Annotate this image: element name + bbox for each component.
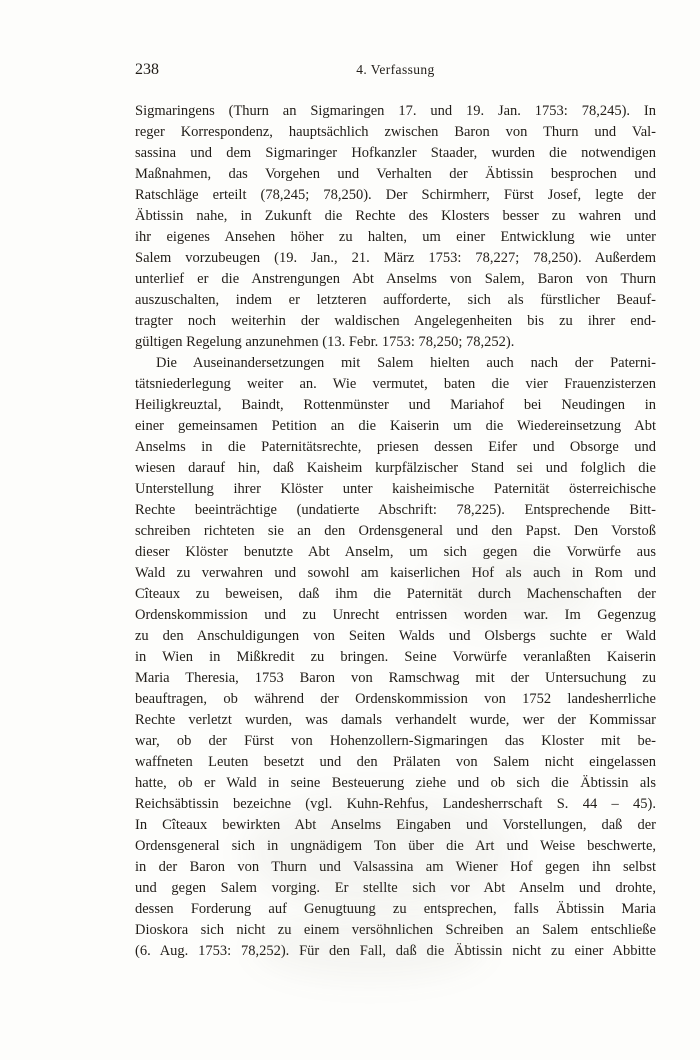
text-line: dessen Forderung auf Genugtuung zu entsprechen, falls Äbtissin Maria [135, 901, 656, 917]
text-line: und gegen Salem vorging. Er stellte sich vor Abt Anselm und drohte, [135, 880, 656, 896]
text-line: zu den Anschuldigungen von Seiten Walds und Olsbergs suchte er Wald [135, 628, 656, 644]
text-line: hatte, ob er Wald in seine Besteuerung ziehe und ob sich die Äbtissin als [135, 775, 656, 791]
text-line: sassina und dem Sigmaringer Hofkanzler Staader, wurden die notwendigen [135, 145, 656, 161]
text-line: (6. Aug. 1753: 78,252). Für den Fall, daß die Äbtissin nicht zu einer Abbitte [135, 943, 656, 959]
text-line: in der Baron von Thurn und Valsassina am Wiener Hof gegen ihn selbst [135, 859, 656, 875]
text-line: Maßnahmen, das Vorgehen und Verhalten der Äbtissin besprochen und [135, 166, 656, 182]
text-line: Heiligkreuztal, Baindt, Rottenmünster und Mariahof bei Neudingen in [135, 397, 656, 413]
text-line: einer gemeinsamen Petition an die Kaiserin um die Wiedereinsetzung Abt [135, 418, 656, 434]
text-line: Ordensgeneral sich in ungnädigem Ton über die Art und Weise beschwerte, [135, 838, 656, 854]
text-line: Rechte beeinträchtige (undatierte Abschrift: 78,225). Entsprechende Bitt- [135, 502, 656, 518]
text-line: in Wien in Mißkredit zu bringen. Seine Vorwürfe veranlaßten Kaiserin [135, 649, 656, 665]
text-line: schreiben richteten sie an den Ordensgeneral und den Papst. Den Vorstoß [135, 523, 656, 539]
text-line: auszuschalten, indem er letzteren aufforderte, sich als fürstlicher Beauf- [135, 292, 656, 308]
text-line: ihr eigenes Ansehen höher zu halten, um einer Entwicklung wie unter [135, 229, 656, 245]
text-line: waffneten Leuten besetzt und den Prälaten von Salem nicht eingelassen [135, 754, 656, 770]
text-line: Unterstellung ihrer Klöster unter kaisheimische Paternität österreichische [135, 481, 656, 497]
text-line: dieser Klöster benutzte Abt Anselm, um sich gegen die Vorwürfe aus [135, 544, 656, 560]
paragraph [135, 353, 656, 962]
text-line: Wald zu verwahren und sowohl am kaiserlichen Hof als auch in Rom und [135, 565, 656, 581]
text-line: gültigen Regelung anzunehmen (13. Febr. 1753: 78,250; 78,252). [135, 334, 515, 350]
text-line: Ratschläge erteilt (78,245; 78,250). Der Schirmherr, Fürst Josef, legte der [135, 187, 656, 203]
text-line: beauftragen, ob während der Ordenskommission von 1752 landesherrliche [135, 691, 656, 707]
text-line: Cîteaux zu beweisen, daß ihm die Paternität durch Machenschaften der [135, 586, 656, 602]
text-line: In Cîteaux bewirkten Abt Anselms Eingaben und Vorstellungen, daß der [135, 817, 656, 833]
page-header [135, 60, 656, 82]
text-line: Reichsäbtissin bezeichne (vgl. Kuhn-Rehfus, Landesherrschaft S. 44 – 45). [135, 796, 656, 812]
text-line: war, ob der Fürst von Hohenzollern-Sigmaringen das Kloster mit be- [135, 733, 656, 749]
text-line: reger Korrespondenz, hauptsächlich zwischen Baron von Thurn und Val- [135, 124, 656, 140]
text-line: unterlief er die Anstrengungen Abt Anselms von Salem, Baron von Thurn [135, 271, 656, 287]
paragraph [135, 101, 656, 353]
text-line: Dioskora sich nicht zu einem versöhnlichen Schreiben an Salem entschließe [135, 922, 656, 938]
text-block [135, 101, 656, 962]
text-line: Salem vorzubeugen (19. Jan., 21. März 1753: 78,227; 78,250). Außerdem [135, 250, 656, 266]
text-line: Die Auseinandersetzungen mit Salem hielten auch nach der Paterni- [156, 355, 656, 371]
running-header-chapter-title: 4. Verfassung [356, 62, 435, 77]
text-line: Rechte verletzt wurden, was damals verhandelt wurde, wer der Kommissar [135, 712, 656, 728]
text-line: tragter noch weiterhin der waldischen Angelegenheiten bis zu ihrer end- [135, 313, 656, 329]
text-line: Anselms in die Paternitätsrechte, priesen dessen Eifer und Obsorge und [135, 439, 656, 455]
text-line: Sigmaringens (Thurn an Sigmaringen 17. und 19. Jan. 1753: 78,245). In [135, 103, 656, 119]
text-line: Äbtissin nahe, in Zukunft die Rechte des Klosters besser zu wahren und [135, 208, 656, 224]
text-line: Maria Theresia, 1753 Baron von Ramschwag mit der Untersuchung zu [135, 670, 656, 686]
page-number: 238 [135, 61, 159, 78]
text-line: tätsniederlegung weiter an. Wie vermutet, baten die vier Frauenzisterzen [135, 376, 656, 392]
text-line: Ordenskommission und zu Unrecht entrissen worden war. Im Gegenzug [135, 607, 656, 623]
text-line: wiesen darauf hin, daß Kaisheim kurpfälzischer Stand sei und folglich die [135, 460, 656, 476]
